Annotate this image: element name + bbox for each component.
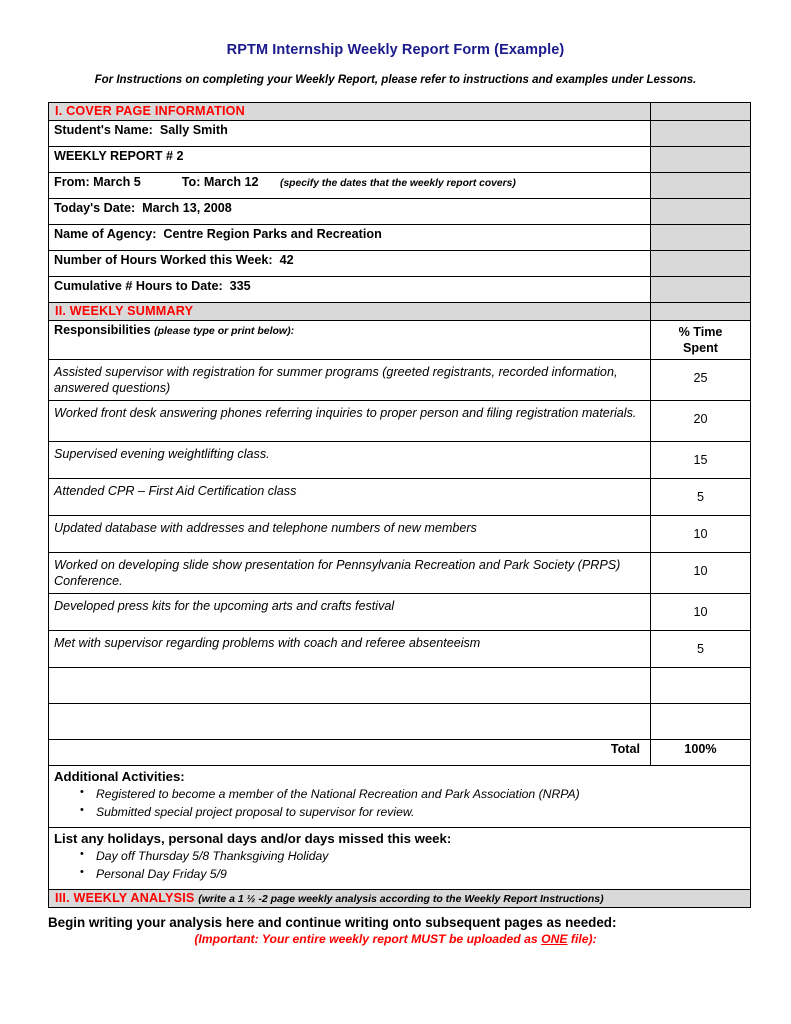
responsibility-text: Developed press kits for the upcoming arts and crafts festival xyxy=(49,594,651,631)
todays-date-value: March 13, 2008 xyxy=(142,201,232,215)
responsibility-percent: 25 xyxy=(651,360,751,401)
table-row xyxy=(49,553,751,594)
list-item: • Personal Day Friday 5/9 xyxy=(96,865,745,883)
percent-time-header-line2: Spent xyxy=(683,340,718,355)
section-one-heading: I. COVER PAGE INFORMATION xyxy=(49,103,651,121)
table-row xyxy=(49,121,751,147)
date-to-label: To: March 12 xyxy=(181,175,259,189)
form-table-container xyxy=(48,102,750,908)
cumulative-hours-label: Cumulative # Hours to Date: xyxy=(54,279,223,293)
cumulative-hours-shaded-cell xyxy=(651,277,751,303)
table-row xyxy=(49,360,751,401)
table-row xyxy=(49,479,751,516)
responsibility-text: Worked front desk answering phones referring inquiries to proper person and filing registration materials. xyxy=(49,401,651,442)
responsibility-text: Supervised evening weightlifting class. xyxy=(49,442,651,479)
important-prefix: (Important: Your entire weekly report MUST be uploaded as xyxy=(194,932,542,947)
section-one-heading-spacer xyxy=(651,103,751,121)
holidays-title: List any holidays, personal days and/or days missed this week: xyxy=(54,831,452,847)
todays-date-shaded-cell xyxy=(651,199,751,225)
date-range-shaded-cell xyxy=(651,173,751,199)
analysis-important-note xyxy=(48,932,743,946)
percent-time-header-cell xyxy=(651,321,751,360)
responsibility-percent xyxy=(651,704,751,740)
responsibility-text: Attended CPR – First Aid Certification class xyxy=(49,479,651,516)
table-row xyxy=(49,516,751,553)
cumulative-hours-cell xyxy=(49,277,651,303)
additional-activities-cell xyxy=(49,766,751,828)
agency-name-shaded-cell xyxy=(651,225,751,251)
list-item: • Registered to become a member of the National Recreation and Park Association (NRPA) xyxy=(96,785,745,803)
table-row xyxy=(49,401,751,442)
responsibility-text xyxy=(49,704,651,740)
hours-worked-value: 42 xyxy=(279,253,294,267)
table-row xyxy=(49,704,751,740)
table-row xyxy=(49,594,751,631)
hours-worked-shaded-cell xyxy=(651,251,751,277)
table-row xyxy=(49,173,751,199)
student-name-shaded-cell xyxy=(651,121,751,147)
responsibilities-header-hint: (please type or print below): xyxy=(154,325,295,337)
total-value: 100% xyxy=(651,740,751,766)
responsibility-percent: 10 xyxy=(651,553,751,594)
table-row xyxy=(49,631,751,668)
additional-activities-row xyxy=(49,766,751,828)
responsibilities-header-cell xyxy=(49,321,651,360)
section-one-header-row xyxy=(49,103,751,121)
percent-time-header-line1: % Time xyxy=(678,325,723,339)
list-item: • Day off Thursday 5/8 Thanksgiving Holiday xyxy=(96,847,745,865)
list-item: • Submitted special project proposal to supervisor for review. xyxy=(96,803,745,821)
student-name-value: Sally Smith xyxy=(159,123,228,137)
section-three-heading-note: (write a 1 ½ -2 page weekly analysis according to the Weekly Report Instructions) xyxy=(198,893,604,906)
table-row xyxy=(49,277,751,303)
analysis-instruction: Begin writing your analysis here and continue writing onto subsequent pages as needed: xyxy=(48,915,617,931)
total-row xyxy=(49,740,751,766)
responsibility-text xyxy=(49,668,651,704)
responsibility-percent: 5 xyxy=(651,479,751,516)
weekly-report-number-shaded-cell xyxy=(651,147,751,173)
responsibility-text: Updated database with addresses and telephone numbers of new members xyxy=(49,516,651,553)
weekly-report-form-table xyxy=(48,102,751,908)
holidays-list xyxy=(54,847,745,883)
responsibility-text: Met with supervisor regarding problems with coach and referee absenteeism xyxy=(49,631,651,668)
weekly-report-number-cell xyxy=(49,147,651,173)
date-range-cell xyxy=(49,173,651,199)
responsibility-percent: 5 xyxy=(651,631,751,668)
important-underlined-word: ONE xyxy=(541,932,568,947)
todays-date-cell xyxy=(49,199,651,225)
page-subtitle: For Instructions on completing your Weekly Report, please refer to instructions and examples under Lessons. xyxy=(94,74,697,86)
responsibilities-header-row xyxy=(49,321,751,360)
responsibility-text: Worked on developing slide show presentation for Pennsylvania Recreation and Park Society (PRPS) Conference. xyxy=(49,553,651,594)
responsibilities-header-label: Responsibilities xyxy=(54,323,151,337)
section-two-heading: II. WEEKLY SUMMARY xyxy=(49,303,651,321)
total-label: Total xyxy=(49,740,651,766)
responsibility-percent: 10 xyxy=(651,594,751,631)
date-from-label: From: March 5 xyxy=(54,175,141,189)
hours-worked-label: Number of Hours Worked this Week: xyxy=(54,253,273,267)
responsibility-percent: 20 xyxy=(651,401,751,442)
hours-worked-cell xyxy=(49,251,651,277)
table-row xyxy=(49,442,751,479)
page-title: RPTM Internship Weekly Report Form (Example) xyxy=(226,42,565,58)
responsibility-percent: 10 xyxy=(651,516,751,553)
table-row xyxy=(49,668,751,704)
important-suffix: file): xyxy=(567,932,597,947)
table-row xyxy=(49,199,751,225)
table-row xyxy=(49,225,751,251)
cumulative-hours-value: 335 xyxy=(229,279,251,293)
agency-name-label: Name of Agency: xyxy=(54,227,157,241)
section-three-header-row xyxy=(49,890,751,908)
holidays-cell xyxy=(49,828,751,890)
student-name-label: Student's Name: xyxy=(54,123,153,137)
date-range-hint: (specify the dates that the weekly report covers) xyxy=(280,178,516,189)
responsibility-text: Assisted supervisor with registration for summer programs (greeted registrants, recorded information, answered questions) xyxy=(49,360,651,401)
agency-name-cell xyxy=(49,225,651,251)
section-three-heading: III. WEEKLY ANALYSIS xyxy=(55,891,195,906)
responsibility-percent xyxy=(651,668,751,704)
table-row xyxy=(49,251,751,277)
holidays-row xyxy=(49,828,751,890)
additional-activities-list xyxy=(54,785,745,821)
agency-name-value: Centre Region Parks and Recreation xyxy=(163,227,382,241)
weekly-report-number-label: WEEKLY REPORT # 2 xyxy=(54,149,184,163)
responsibility-percent: 15 xyxy=(651,442,751,479)
student-name-cell xyxy=(49,121,651,147)
table-row xyxy=(49,147,751,173)
additional-activities-title: Additional Activities: xyxy=(54,769,185,784)
section-two-heading-spacer xyxy=(651,303,751,321)
section-two-header-row xyxy=(49,303,751,321)
todays-date-label: Today's Date: xyxy=(54,201,136,215)
section-three-heading-cell xyxy=(49,890,751,908)
